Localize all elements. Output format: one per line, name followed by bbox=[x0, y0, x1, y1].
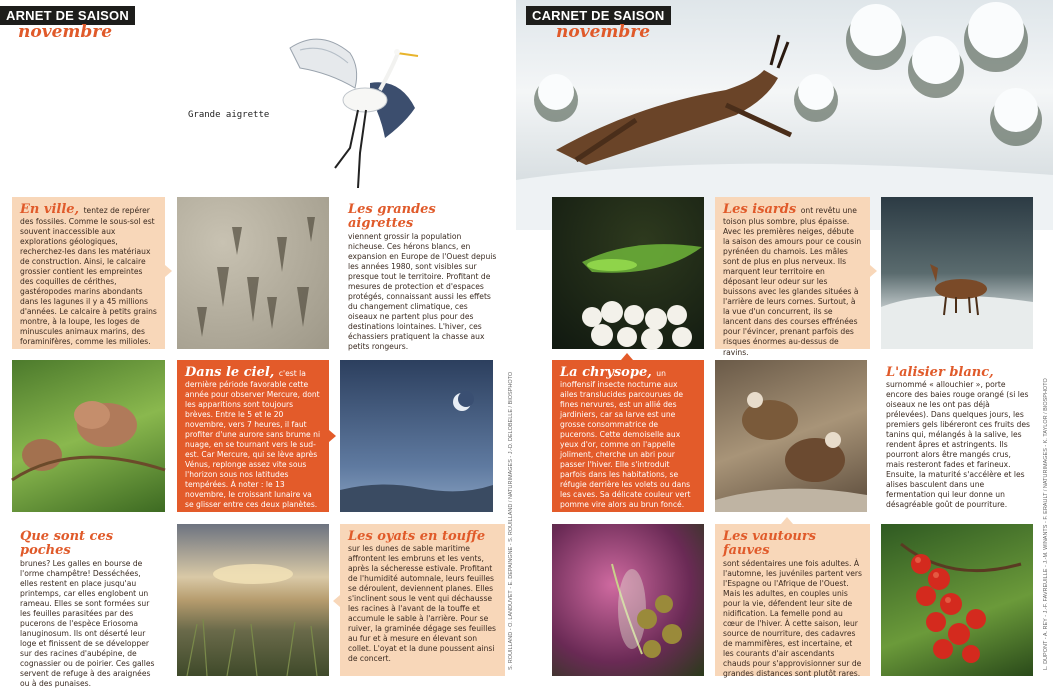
crescent-moon-photo bbox=[340, 360, 493, 512]
whitebeam-text: surnommé « allouchier », porte encore des baies rouge orangé (si les oiseaux ne les ont pas déjà prélevées). Dans quelques jours, les premiers gels libéreront ces fruits des tanins qui, mélangés à la salive, les rendent âpres et astringents. Ils pourront alors être mangés crus, mais resteront fades et farineux. Ensuite, la maturité s'accélère et les alises basculent dans une fermentation qui leur donne un désagréable goût de pourriture. bbox=[886, 380, 1030, 510]
isards-title: Les isards bbox=[723, 202, 801, 217]
whitebeam-berries-photo bbox=[881, 524, 1033, 676]
vultures-box bbox=[715, 524, 870, 676]
section-header: CARNET DE SAISON bbox=[526, 6, 671, 25]
egrets-box bbox=[340, 197, 505, 349]
whitebeam-box bbox=[878, 360, 1038, 512]
pointer-arrow bbox=[781, 517, 793, 524]
city-fossils-title: En ville, bbox=[20, 202, 84, 217]
lacewing-text: un inoffensif insecte nocturne aux ailes translucides parcourues de fines nervures, est un allié des jardiniers, car sa larve est une grosse consommatrice de pucerons. Cette demoiselle aux yeux d'or, comme on l'appelle joliment, cherche un abri pour passer l'hiver. Elle s'introduit parfois dans les habitations, se réfugie derrière les volets ou dans les caves. Sa délicate couleur vert pomme vire alors au brun foncé. bbox=[560, 369, 691, 510]
city-fossils-text: tentez de repérer des fossiles. Comme le sous-sol est souvent inaccessible aux explorations géologiques, recherchez-les dans les matériaux de construction. Ainsi, le calcaire grossier contient les empreintes des coquilles de cérithes, gastéropodes marins abondants dans les lagunes il y a 45 millions d'années. Le calcaire à petits grains montre, à la loupe, les loges de minuscules animaux marins, des foraminifères, comme les milioles. bbox=[20, 206, 157, 347]
vultures-text: sont sédentaires une fois adultes. À l'automne, les juvéniles partent vers l'Espagne ou l'Afrique de l'Ouest. Mais les adultes, en couples unis pour la vie, défendent leur site de nidification. La femelle pond au cœur de l'hiver. À cette saison, leur source de nourriture, des cadavres de mammifères, est incertaine, et les courants d'air ascendants chauds pour s'approvisionner sur de grandes distances sont plutôt rares. bbox=[723, 558, 863, 678]
city-fossils-box bbox=[12, 197, 165, 349]
oyat-title: Les oyats en touffe bbox=[348, 529, 486, 544]
egrets-title: Les grandes aigrettes bbox=[348, 202, 436, 232]
elm-galls-photo bbox=[12, 360, 165, 512]
sky-box bbox=[177, 360, 329, 512]
vultures-photo bbox=[715, 360, 867, 512]
lacewing-title: La chrysope, bbox=[560, 365, 657, 380]
month-title: novembre bbox=[556, 22, 651, 42]
sky-text: c'est la dernière période favorable cette année pour observer Mercure, dont les apparitions sont toujours brèves. Entre le 5 et le 20 novembre, vers 7 heures, il faut profiter d'une aurore sans brume ni nuage, en se tournant vers le sud-est. Car Mercure, qui se lève après Vénus, replonge assez vite sous l'horizon sous nos latitudes tempérées. À noter : le 13 novembre, le croissant lunaire va se glisser entre ces deux planètes. bbox=[185, 369, 321, 510]
vultures-title: Les vautours fauves bbox=[723, 529, 816, 559]
egret-caption: Grande aigrette bbox=[188, 110, 270, 120]
isards-text: ont revêtu une toison plus sombre, plus épaisse. Avec les premières neiges, débute la saison des amours pour ce cousin pyrénéen du chamois. Les mâles sont de plus en plus nerveux. Ils marquent leur territoire en déposant leur odeur sur les buissons avec les glandes situées à l'arrière de leurs cornes. Surtout, à la vue d'un concurrent, ils se lancent dans des courses effrénées pour l'évincer, prenant parfois des risques énormes au-dessus de ravins. bbox=[723, 206, 862, 357]
pointer-arrow bbox=[333, 595, 340, 607]
lacewing-box bbox=[552, 360, 704, 512]
pointer-arrow bbox=[329, 430, 336, 442]
left-page bbox=[0, 0, 516, 690]
right-page bbox=[516, 0, 1053, 690]
galls-title: Que sont ces poches bbox=[20, 529, 114, 559]
egrets-text: viennent grossir la population nicheuse. Ces hérons blancs, en expansion en Europe de l'Ouest depuis les années 1980, sont visibles sur presque tout le territoire. Profitant de mesures de protection et d'espaces protégés, connaissant aussi les effets du changement climatique, ces oiseaux ne partent plus pour des destinations lointaines. L'hiver, ces échassiers pratiquent la chasse aux petits rongeurs. bbox=[348, 231, 497, 351]
dune-grass-photo bbox=[177, 524, 329, 676]
egret-illustration bbox=[280, 28, 430, 193]
section-header: ARNET DE SAISON bbox=[0, 6, 135, 25]
pointer-arrow bbox=[870, 265, 877, 277]
photo-credit: L. DUPONT - A. REY - J.-F. FAVREUILLE - J.-M. WINANTS - F. ERAULT / NATURIMAGES - K. TAYLOR / BIOSPHOTO bbox=[1043, 378, 1049, 670]
oyat-text: sur les dunes de sable maritime affrontent les embruns et les vents, après la sécheresse estivale. Profitant de l'humidité automnale, leurs feuilles se déroulent, deviennent planes. Elles s'inclinent sous le vent qui déchausse les racines à l'avant de la touffe et accumule le sable à l'arrière. Pour se ruiver, la graminée dégage ses feuilles au fur et à mesure en élevant son collet. L'oyat et la dune poussent ainsi de concert. bbox=[348, 544, 496, 664]
sky-title: Dans le ciel, bbox=[185, 365, 279, 380]
fossil-stone-photo bbox=[177, 197, 329, 349]
whitebeam-title: L'alisier blanc, bbox=[886, 365, 994, 380]
isards-box bbox=[715, 197, 870, 357]
photo-credit: S. ROUILLAND - O. LANDUVET - E. DEPAINGNE - S. ROUILLAND / NATURIMAGES - J.-D. DELOBELLE / BIOSPHOTO bbox=[508, 371, 514, 670]
lacewing-flower-photo bbox=[552, 524, 704, 676]
lacewing-photo bbox=[552, 197, 704, 349]
pointer-arrow bbox=[621, 353, 633, 360]
oyat-box bbox=[340, 524, 505, 676]
galls-box bbox=[12, 524, 165, 688]
month-title: novembre bbox=[18, 22, 113, 42]
galls-text: brunes? Les galles en bourse de l'orme champêtre! Desséchées, elles restent en place jusqu'au printemps, car elles englobent un rameau. Elles se sont formées sur les feuilles parasitées par des pucerons de l'espèce Eriosoma lanuginosum. Ils ont déserté leur loge et finissent de se développer sur des racines d'aubépine, de cognassier ou de poirier. Ces galles servent de refuge à des araignées ou à des punaises. bbox=[20, 558, 155, 688]
pointer-arrow bbox=[165, 265, 172, 277]
isard-rock-photo bbox=[881, 197, 1033, 349]
